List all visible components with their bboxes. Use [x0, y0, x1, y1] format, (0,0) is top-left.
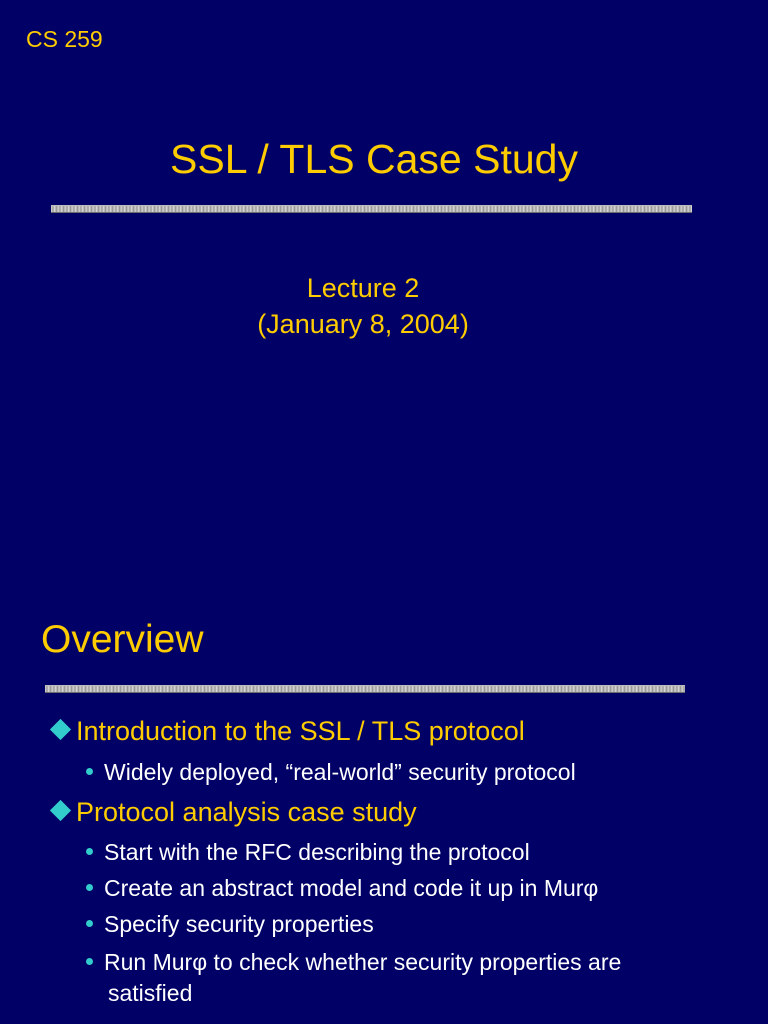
sub-bullet-text: Specify security properties — [104, 911, 374, 937]
bullet-item — [48, 797, 417, 828]
dot-bullet-icon — [86, 920, 93, 927]
dot-bullet-icon — [86, 958, 93, 965]
course-code: CS 259 — [26, 26, 103, 52]
sub-bullet-item — [86, 875, 598, 902]
sub-bullet-item — [86, 911, 374, 938]
bullet-text: Introduction to the SSL / TLS protocol — [76, 716, 525, 746]
sub-bullet-item — [86, 759, 576, 786]
diamond-bullet-icon — [50, 719, 71, 740]
dot-bullet-icon — [86, 848, 93, 855]
sub-bullet-continuation: satisfied — [108, 980, 193, 1006]
overview-slide — [0, 590, 768, 1024]
slide-title: SSL / TLS Case Study — [170, 136, 578, 182]
overview-divider — [45, 685, 685, 693]
sub-bullet-item — [86, 949, 621, 976]
bullet-text: Protocol analysis case study — [76, 797, 417, 827]
sub-bullet-item — [86, 839, 530, 866]
sub-bullet-text: Run Murφ to check whether security properties are — [104, 949, 622, 975]
diamond-bullet-icon — [50, 800, 71, 821]
dot-bullet-icon — [86, 884, 93, 891]
sub-bullet-text: Start with the RFC describing the protocol — [104, 839, 530, 865]
overview-title: Overview — [41, 618, 204, 661]
sub-bullet-text: Create an abstract model and code it up in Murφ — [104, 875, 599, 901]
dot-bullet-icon — [86, 768, 93, 775]
bullet-item — [48, 716, 525, 747]
title-divider — [51, 205, 692, 213]
sub-bullet-text: Widely deployed, “real-world” security protocol — [104, 759, 576, 785]
lecture-number: Lecture 2 — [306, 273, 420, 303]
lecture-date: (January 8, 2004) — [257, 309, 469, 339]
